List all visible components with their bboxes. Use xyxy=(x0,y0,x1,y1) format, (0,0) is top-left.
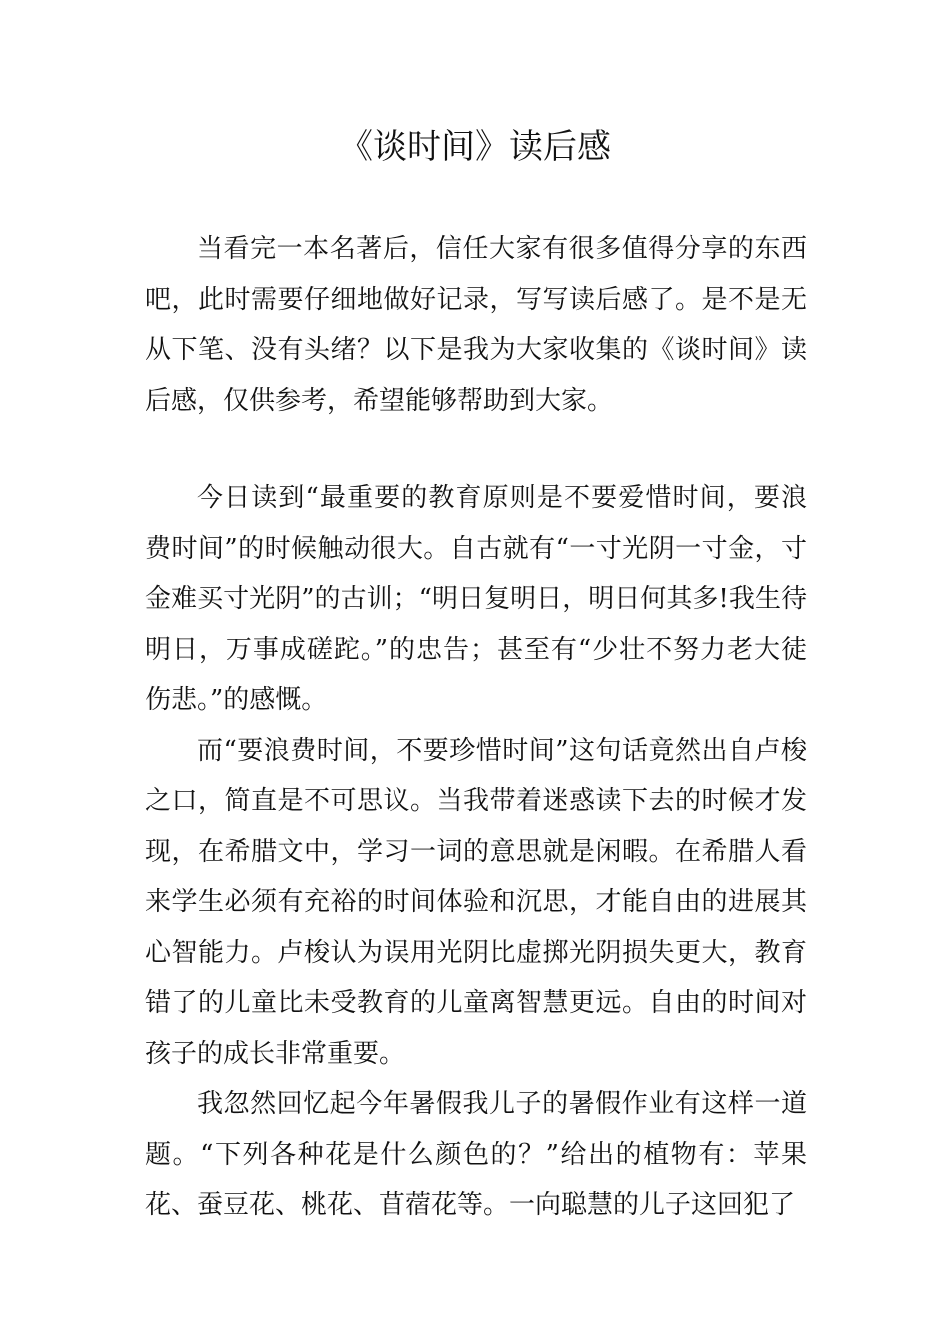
intro-section xyxy=(145,224,807,426)
intro-paragraph: 当看完一本名著后，信任大家有很多值得分享的东西吧，此时需要仔细地做好记录，写写读后感了。是不是无从下笔、没有头绪？以下是我为大家收集的《谈时间》读后感，仅供参考，希望能够帮助到大家。 xyxy=(145,234,807,416)
body-paragraph-2: 而“要浪费时间，不要珍惜时间”这句话竟然出自卢梭之口，简直是不可思议。当我带着迷惑读下去的时候才发现，在希腊文中，学习一词的意思就是闲暇。在希腊人看来学生必须有充裕的时间体验和沉思，才能自由的进展其心智能力。卢梭认为误用光阴比虚掷光阴损失更大，教育错了的儿童比未受教育的儿童离智慧更远。自由的时间对孩子的成长非常重要。 xyxy=(145,735,807,1069)
body-paragraph-1: 今日读到“最重要的教育原则是不要爱惜时间，要浪费时间”的时候触动很大。自古就有“一寸光阴一寸金，寸金难买寸光阴”的古训；“明日复明日，明日何其多!我生待明日，万事成磋跎。”的忠告；甚至有“少壮不努力老大徒伤悲。”的感慨。 xyxy=(145,483,807,715)
body-paragraph-3: 我忽然回忆起今年暑假我儿子的暑假作业有这样一道题。“下列各种花是什么颜色的？”给出的植物有：苹果花、蚕豆花、桃花、苜蓿花等。一向聪慧的儿子这回犯了 xyxy=(145,1089,807,1220)
body-section xyxy=(145,473,807,1231)
page-title: 《谈时间》读后感 xyxy=(339,127,611,167)
